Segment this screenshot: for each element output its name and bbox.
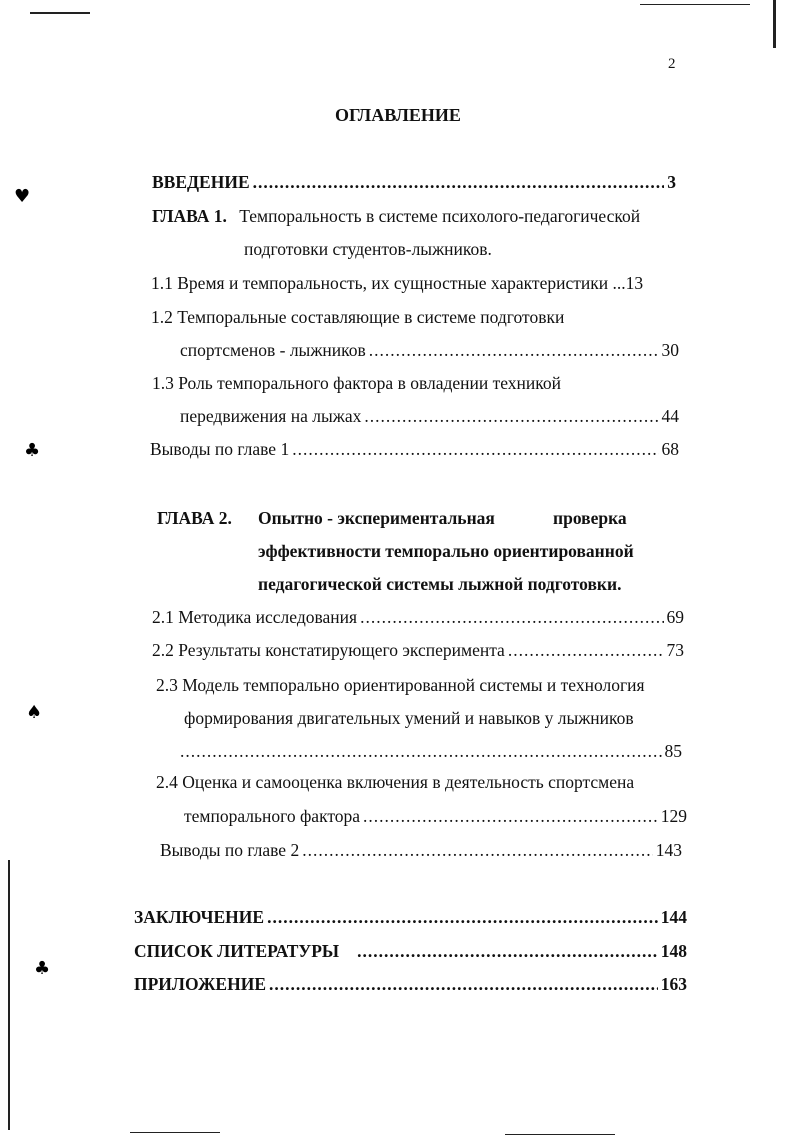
scan-edge-bottom-right xyxy=(505,1134,615,1135)
toc-entry-2-3-line2: формирования двигательных умений и навыков у лыжников xyxy=(184,708,634,728)
dot-leader xyxy=(253,171,665,193)
dot-leader xyxy=(302,839,653,861)
punch-hole-mark: ♣ xyxy=(24,440,41,461)
toc-entry-1-3 xyxy=(180,405,679,427)
toc-page: 3 xyxy=(667,172,676,192)
toc-entry-2-4-line1: 2.4 Оценка и самооценка включения в деятельность спортсмена xyxy=(156,772,635,792)
toc-label: СПИСОК ЛИТЕРАТУРЫ xyxy=(134,941,340,961)
dot-leader xyxy=(369,339,659,361)
toc-page: 143 xyxy=(655,840,682,860)
scan-edge-right xyxy=(773,0,776,48)
toc-label: ВВЕДЕНИЕ xyxy=(152,172,250,192)
punch-hole-mark: ♣ xyxy=(34,958,51,979)
scan-edge-left xyxy=(8,860,10,1130)
toc-page: 68 xyxy=(661,439,679,459)
toc-label: передвижения на лыжах xyxy=(180,406,362,426)
toc-entry-1-1: 1.1 Время и темпоральность, их сущностные характеристики ...13 xyxy=(151,273,644,293)
chapter-title-continued: подготовки студентов-лыжников. xyxy=(244,239,492,259)
dot-leader xyxy=(267,906,658,928)
chapter-title-continued: эффективности темпорально ориентированной xyxy=(258,541,634,561)
page-title: ОГЛАВЛЕНИЕ xyxy=(335,105,461,125)
toc-chapter-1-heading xyxy=(152,205,640,227)
toc-entry-appendix xyxy=(134,973,687,995)
toc-label: Выводы по главе 1 xyxy=(150,439,290,459)
toc-label: темпорального фактора xyxy=(184,806,361,826)
toc-entry-1-2-line1: 1.2 Темпоральные составляющие в системе подготовки xyxy=(151,307,565,327)
toc-entry-2-4 xyxy=(184,805,687,827)
toc-page: 73 xyxy=(666,640,684,660)
toc-label: спортсменов - лыжников xyxy=(180,340,366,360)
chapter-title: Опытно - экспериментальная xyxy=(258,508,495,528)
toc-entry-2-3 xyxy=(180,740,682,762)
dot-leader xyxy=(292,438,658,460)
toc-entry-references xyxy=(134,940,687,962)
toc-page: 30 xyxy=(661,340,679,360)
chapter-title-continued: педагогической системы лыжной подготовки. xyxy=(258,574,622,594)
dot-leader xyxy=(508,639,664,661)
toc-entry-2-2 xyxy=(152,639,684,661)
toc-page: 44 xyxy=(661,406,679,426)
toc-label: 2.2 Результаты констатирующего эксперимента xyxy=(152,640,505,660)
chapter-title: проверка xyxy=(553,508,627,528)
toc-entry-2-1 xyxy=(152,606,684,628)
toc-page: 85 xyxy=(664,741,682,761)
scan-edge-top-right xyxy=(640,4,750,5)
page-number: 2 xyxy=(668,56,676,72)
punch-hole-mark: ♠ xyxy=(26,702,43,723)
toc-entry-1-2 xyxy=(180,339,679,361)
toc-label: Выводы по главе 2 xyxy=(160,840,300,860)
dot-leader xyxy=(357,940,658,962)
toc-entry-chapter-1-conclusions xyxy=(150,438,679,460)
toc-label: 2.1 Методика исследования xyxy=(152,607,358,627)
scan-edge-top xyxy=(30,12,90,14)
toc-chapter-2-heading: ГЛАВА 2. xyxy=(157,508,232,528)
scan-edge-bottom xyxy=(130,1132,220,1133)
toc-page: 69 xyxy=(666,607,684,627)
dot-leader xyxy=(360,606,663,628)
toc-label: ПРИЛОЖЕНИЕ xyxy=(134,974,267,994)
punch-hole-mark: ♥ xyxy=(14,186,31,207)
toc-entry-introduction xyxy=(152,171,676,193)
dot-leader xyxy=(269,973,658,995)
toc-entry-conclusion xyxy=(134,906,687,928)
dot-leader xyxy=(363,805,658,827)
toc-page: 144 xyxy=(660,907,687,927)
toc-entry-1-3-line1: 1.3 Роль темпорального фактора в овладении техникой xyxy=(152,373,562,393)
chapter-label: ГЛАВА 1. xyxy=(152,206,227,226)
toc-label: ЗАКЛЮЧЕНИЕ xyxy=(134,907,265,927)
chapter-title: Темпоральность в системе психолого-педагогической xyxy=(239,206,641,226)
dot-leader xyxy=(364,405,658,427)
toc-page: 129 xyxy=(660,806,687,826)
dot-leader xyxy=(180,740,662,762)
toc-page: 163 xyxy=(660,974,687,994)
toc-entry-chapter-2-conclusions xyxy=(160,839,682,861)
toc-entry-2-3-line1: 2.3 Модель темпорально ориентированной системы и технология xyxy=(156,675,645,695)
toc-page: 148 xyxy=(660,941,687,961)
